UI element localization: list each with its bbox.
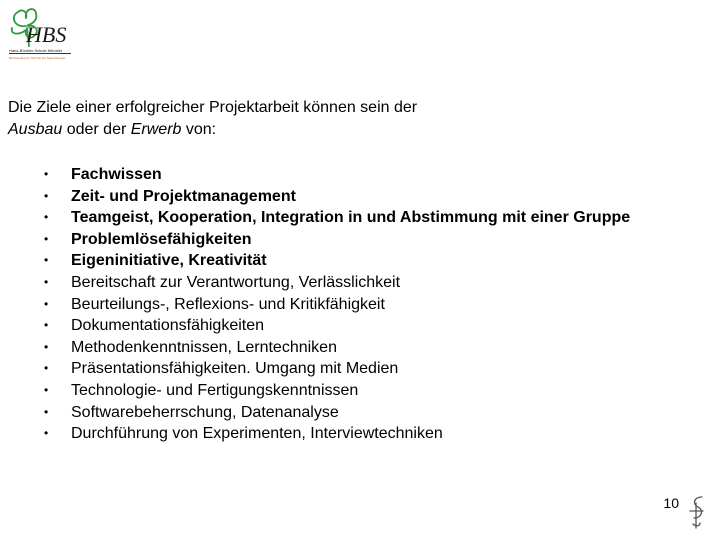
intro-line-2 [8,119,608,141]
decorative-flourish-icon [684,494,710,530]
intro-text [8,97,608,141]
bullet-icon: • [44,426,49,441]
list-item-text: Durchführung von Experimenten, Interviewtechniken [71,425,443,443]
school-logo [6,6,70,64]
bullet-icon: • [44,253,49,268]
logo-brand-text: HBS [26,22,67,47]
logo-school-subtitle: Berufskolleg für Technik der Stadt Münster [9,56,66,60]
list-item-text: Problemlösefähigkeiten [71,230,252,248]
bullet-icon: • [44,274,49,289]
list-item-text: Präsentationsfähigkeiten. Umgang mit Medien [71,360,399,378]
list-item-text: Methodenkenntnissen, Lerntechniken [71,338,337,356]
intro-ending: von: [181,121,217,138]
list-item-text: Technologie- und Fertigungskenntnissen [71,381,359,399]
bullet-icon: • [44,210,49,225]
logo-school-name: Hans-Böckler-Schule Münster [9,48,71,54]
intro-emphasis-erwerb: Erwerb [130,121,182,138]
bullet-icon: • [44,339,49,354]
bullet-icon: • [44,188,49,203]
list-item-text: Fachwissen [71,166,162,183]
intro-line-1: Die Ziele einer erfolgreicher Projektarbeit können sein der [8,99,418,116]
bullet-icon: • [44,318,49,333]
bullet-icon: • [44,404,49,419]
list-item-text: Beurteilungs-, Reflexions- und Kritikfähigkeit [71,295,385,313]
list-item-text: Zeit- und Projektmanagement [71,187,296,205]
bullet-icon: • [44,296,49,311]
list-item-text: Eigeninitiative, Kreativität [71,252,267,270]
bullet-icon: • [44,361,49,376]
bullet-icon: • [44,382,49,397]
intro-connector: oder der [62,121,131,138]
list-item-text: Dokumentationsfähigkeiten [71,317,265,335]
list-item-text: Teamgeist, Kooperation, Integration in und Abstimmung mit einer Gruppe [71,209,631,227]
bullet-icon: • [44,231,49,246]
intro-emphasis-ausbau: Ausbau [8,121,63,138]
list-item-text: Softwarebeherrschung, Datenanalyse [71,403,339,421]
list-item-text: Bereitschaft zur Verantwortung, Verlässlichkeit [71,273,401,291]
page-number: 10 [663,495,679,511]
clover-logo-icon [6,6,70,48]
bullet-icon: • [44,167,49,181]
